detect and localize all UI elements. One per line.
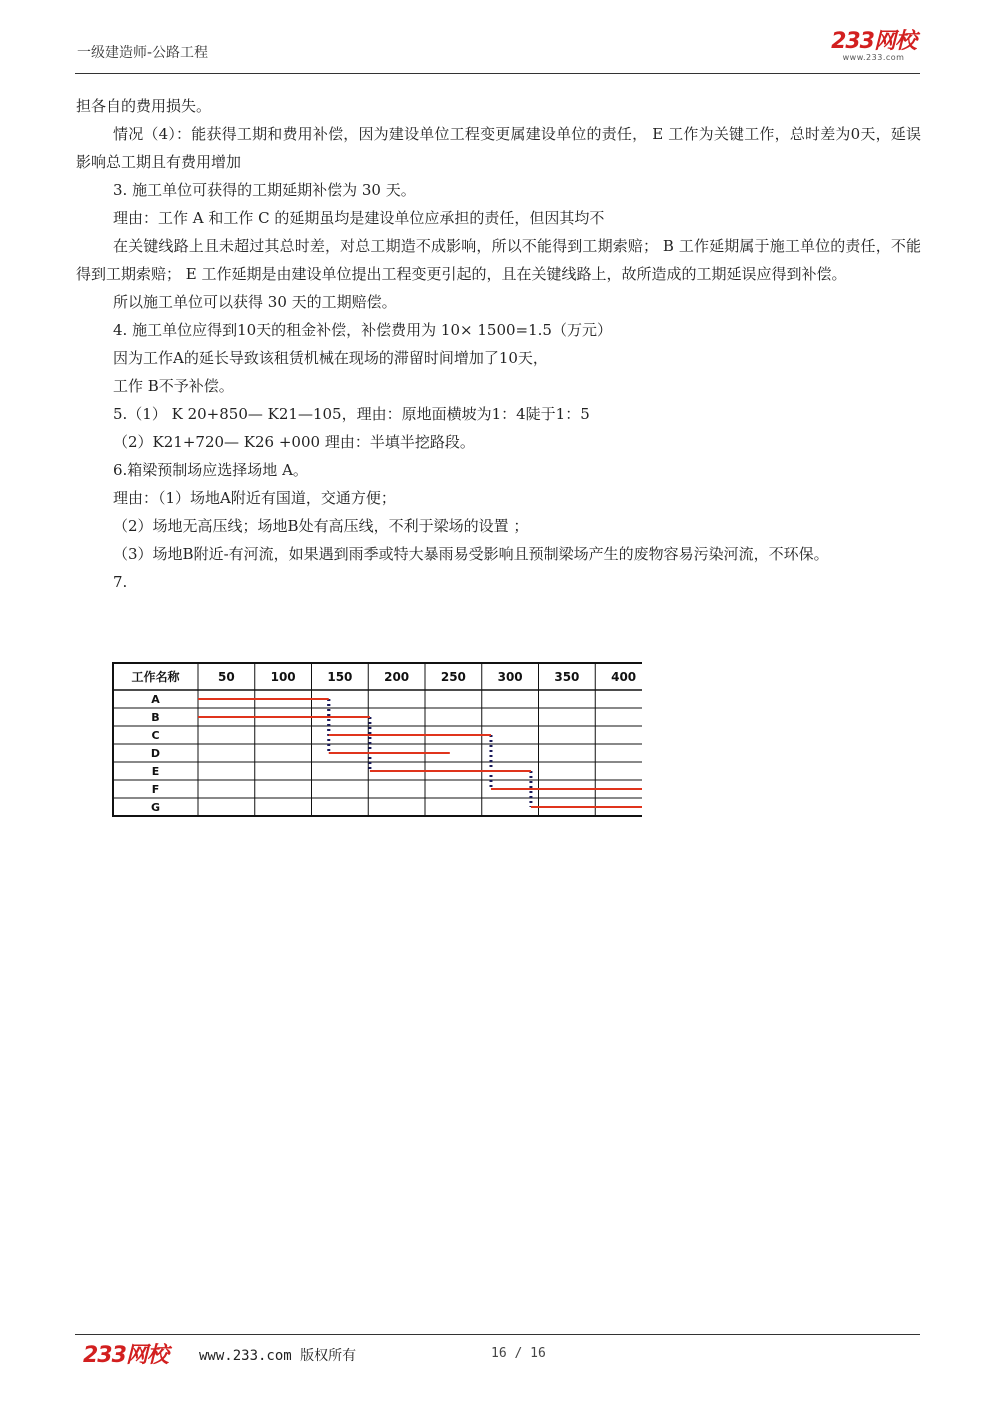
- schedule-gantt-chart: [112, 662, 642, 818]
- page-number: 16 / 16: [491, 1346, 546, 1361]
- paragraph: （2）场地无高压线；场地B处有高压线，不利于梁场的设置 ；: [113, 517, 529, 535]
- footer-logo: 233网校: [83, 1343, 168, 1368]
- page-footer: [75, 1334, 920, 1374]
- brand-logo-text: 233网校: [831, 29, 916, 54]
- column-tick-label: 100: [270, 670, 296, 684]
- footer-divider: [75, 1334, 920, 1335]
- paragraph: 理由：工作 A 和工作 C 的延期虽均是建设单位应承担的责任，但因其均不: [113, 209, 605, 227]
- row-label-B: B: [151, 711, 160, 724]
- paragraph: 4. 施工单位应得到10天的租金补偿，补偿费用为 10× 1500=1.5（万元）: [113, 321, 612, 339]
- column-tick-label: 150: [327, 670, 353, 684]
- row-label-C: C: [151, 729, 160, 742]
- column-tick-label: 50: [218, 670, 235, 684]
- page-header: [75, 30, 920, 74]
- column-tick-label: 200: [384, 670, 410, 684]
- row-label-F: F: [151, 783, 160, 796]
- paragraph: 5.（1） K 20+850— K21—105，理由：原地面横坡为1：4陡于1：5: [113, 405, 590, 423]
- paragraph: 7.: [113, 573, 128, 591]
- paragraph: 工作 B不予补偿。: [113, 377, 234, 395]
- paragraph: 担各自的费用损失。: [76, 97, 212, 115]
- row-label-E: E: [151, 765, 160, 778]
- paragraph: 在关键线路上且未超过其总时差，对总工期造不成影响，所以不能得到工期索赔； B 工作延期属于施工单位的责任，不能得到工期索赔； E 工作延期是由建设单位提出工程变更引起的，且在关键线路上，故所造成的工期延误应得到补偿。: [76, 237, 921, 283]
- paragraph: 3. 施工单位可获得的工期延期补偿为 30 天。: [113, 181, 416, 199]
- document-body: [76, 92, 921, 596]
- row-label-A: A: [151, 693, 160, 706]
- paragraph: 所以施工单位可以获得 30 天的工期赔偿。: [113, 293, 397, 311]
- row-label-G: G: [150, 801, 161, 814]
- paragraph: 情况（4）：能获得工期和费用补偿，因为建设单位工程变更属建设单位的责任， E 工作为关键工作，总时差为0天，延误影响总工期且有费用增加: [76, 125, 921, 171]
- paragraph: 6.箱梁预制场应选择场地 A。: [113, 461, 308, 479]
- table-header-label: 工作名称: [131, 670, 180, 684]
- table-border: [113, 663, 642, 816]
- paragraph: 理由：（1）场地A附近有国道，交通方便；: [113, 489, 396, 507]
- brand-logo: [831, 30, 916, 62]
- column-tick-label: 350: [554, 670, 580, 684]
- row-label-D: D: [150, 747, 161, 760]
- column-tick-label: 300: [497, 670, 523, 684]
- paragraph: 因为工作A的延长导致该租赁机械在现场的滞留时间增加了10天，: [113, 349, 548, 367]
- header-title: 一级建造师-公路工程: [77, 45, 209, 61]
- paragraph: （2）K21+720— K26 +000 理由：半填半挖路段。: [113, 433, 475, 451]
- paragraph: （3）场地B附近-有河流，如果遇到雨季或特大暴雨易受影响且预制梁场产生的废物容易污染河流，不环保。: [113, 545, 829, 563]
- column-tick-label: 400: [611, 670, 637, 684]
- header-divider: [75, 73, 920, 74]
- column-tick-label: 250: [440, 670, 466, 684]
- brand-logo-url: www.233.com: [842, 53, 905, 62]
- footer-copyright: www.233.com 版权所有: [199, 1348, 357, 1364]
